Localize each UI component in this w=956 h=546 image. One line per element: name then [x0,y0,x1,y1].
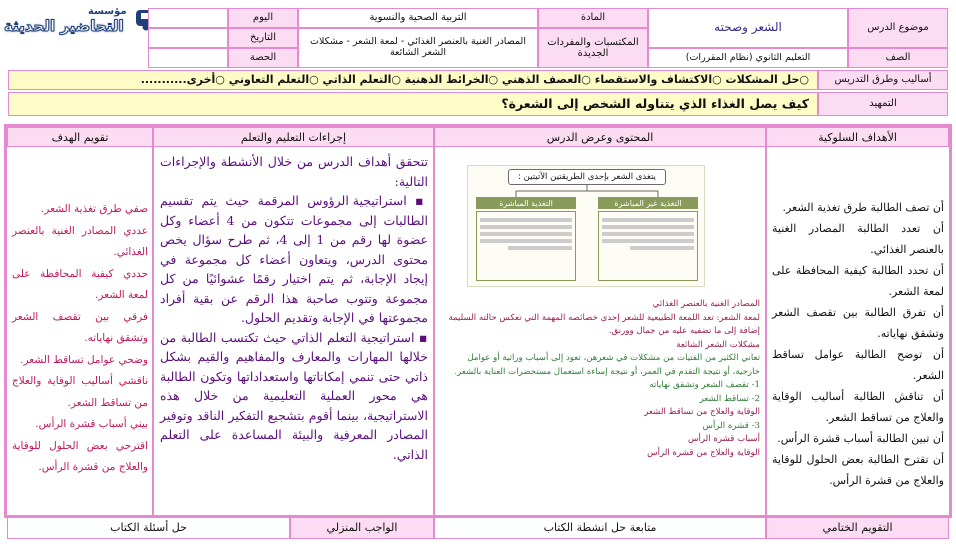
homework-value: حل أسئلة الكتاب [7,517,290,539]
bullet-icon: ▪ [406,193,428,208]
content-line: المصادر الغنية بالعنصر الغذائي [652,299,760,309]
topic-value: الشعر وصحته [648,8,848,48]
class-label: الصف [848,48,948,68]
methods-value: ○حل المشكلات ○الاكتشاف والاستقصاء ○العصف الذهني ○الخرائط الذهنية ○التعلم الذاتي ○التعلم التعاوني ○أخرى........... [8,70,818,90]
col-objectives: الأهداف السلوكية [766,127,949,147]
col-content: المحتوى وعرض الدرس [434,127,766,147]
evaluation-item: عددي المصادر الغنية بالعنصر الغذائي. [12,224,148,258]
evaluation-list [12,199,148,479]
content-line: 2- تساقط الشعر [699,393,760,404]
diagram-left: التغذية المباشرة [476,197,576,209]
evaluation-item: وضحي عوامل تساقط الشعر. [20,353,148,366]
acq-label: المكتسبات والمفردات الجديدة [538,28,648,68]
content-line: خارجية، أو نتيجة التقدم في العمر، أو نتيجة إساءة استعمال مستحضرات العناية بالشعر. [454,366,760,377]
procedure-step: ▪ استراتيجية التعلم الذاتي حيث تكتسب الطالبة من خلالها المهارات والمعارف والمفاهيم والقيم بشكل ذاتي حتى تنمي إمكاناتها واستعداداتها وتكون الطالبة هي محور العملية التعليمية من خلال هذه الاستراتيجية، بينما أقوم بتشجيع التفكير الناقد وتوفير المصادر المعرفية والبيئة المساعدة على التعلم الذاتي. [160,329,428,462]
diagram-box-left [476,211,576,281]
content-line: تعاني الكثير من الفتيات من مشكلات في شعرهن، تعود إلى أسباب وراثية أو عوامل [467,353,760,363]
day-value [148,8,228,28]
col-procedures: إجراءات التعليم والتعلم [153,127,434,147]
procedure-step: ▪ استراتيجية الرؤوس المرقمة حيث يتم تقسيم الطالبات إلى مجموعات تتكون من 4 أعضاء وكل عضوة لها رقم من 1 إلى 4، ثم طرح سؤال يخص محتوى الدرس، ويتعاون أعضاء كل مجموعة في إيجاد الإجابة، ثم يتم اختيار رقمًا عشوائيًا من كل مجموعة وتتوب صاحبة هذا الرقم عن بقية أفراد مجموعتها في الإجابة وتقديم الحلول. [160,193,428,325]
evaluation-item: فرقي بين تقصف الشعر وتشقق نهاياته. [12,310,148,344]
diagram-connector [468,184,706,198]
procedures-intro: تتحقق أهداف الدرس من خلال الأنشطة والإجراءات التالية: [160,154,428,189]
final-eval-label: التقويم الختامي [766,517,949,539]
intro-label: التمهيد [818,92,948,116]
objective-item: أن تعدد الطالبة المصادر الغنية بالعنصر الغذائي. [772,222,944,256]
objective-item: أن تحدد الطالبة كيفية المحافظة على لمعة الشعر. [772,264,944,298]
evaluation-item: ناقشي أساليب الوقاية والعلاج من تساقط الشعر. [12,375,148,409]
objective-item: أن تبين الطالبة أسباب قشرة الرأس. [777,432,944,445]
objective-item: أن تصف الطالبة طرق تغذية الشعر. [782,201,944,214]
objective-item: أن توضح الطالبة عوامل تساقط الشعر. [772,348,944,382]
evaluation-item: بيني أسباب قشرة الرأس. [35,418,148,430]
period-value [148,48,228,68]
content-lines [440,298,760,460]
objective-item: أن تفرق الطالبة بين تقصف الشعر وتشقق نهاياته. [772,306,944,340]
content-line: لمعة الشعر: تعد اللمعة الطبيعية للشعر إحدى خصائصه المهمة التي تعكس حالته السليمة [448,312,760,323]
objective-item: أن تقترح الطالبة بعض الحلول للوقاية والعلاج من قشرة الرأس. [772,453,944,487]
bullet-icon: ▪ [414,329,428,345]
evaluation-item: اقترحي بعض الحلول للوقاية والعلاج من قشرة الرأس. [12,439,148,473]
content-line: مشكلات الشعر الشائعة [676,339,760,350]
subject-label: المادة [538,8,648,28]
diagram-right: التغذية غير المباشرة [598,197,698,209]
content-diagram [467,165,705,287]
content-line: 1- تقصف الشعر وتشقق نهاياته [649,380,760,390]
objective-item: أن تناقش الطالبة أساليب الوقاية والعلاج من تساقط الشعر. [772,390,944,424]
content-line: 3- قشرة الرأس [702,420,760,431]
date-label: التاريخ [228,28,298,48]
objectives-list [772,197,944,491]
acq-value: المصادر الغنية بالعنصر الغذائي - لمعة الشعر - مشكلات الشعر الشائعة [298,28,538,68]
col-evaluation: تقويم الهدف [7,127,153,147]
evaluation-item: حددي كيفية المحافظة على لمعة الشعر. [12,267,148,301]
content-line: الوقاية والعلاج من تساقط الشعر [644,407,760,417]
final-eval-value: متابعة حل انشطة الكتاب [434,517,766,539]
procedures [160,152,428,464]
diagram-title: يتغذى الشعر بإحدى الطريقتين الآتيتين : [508,169,666,185]
topic-label: موضوع الدرس [848,8,948,48]
logo-bottom: التحاضير الحديثة [4,17,124,35]
subject-value: التربية الصحية والنسوية [298,8,538,28]
methods-label: أساليب وطرق التدريس [818,70,948,90]
day-label: اليوم [228,8,298,28]
diagram-box-right [598,211,698,281]
intro-value: كيف يصل الغذاء الذي يتناوله الشخص إلى الشعرة؟ [8,92,818,116]
date-value [148,28,228,48]
evaluation-item: صفي طرق تغذية الشعر. [40,203,148,215]
class-value: التعليم الثانوي (نظام المقررات) [648,48,848,68]
content-line: إضافة إلى ما تضفيه عليه من جمال وورنق. [608,326,760,336]
content-line: الوقاية والعلاج من قشرة الرأس [647,447,760,458]
logo-top: مؤسسة [88,6,127,17]
homework-label: الواجب المنزلي [290,517,434,539]
content-line: أسباب قشرة الرأس [688,434,760,444]
period-label: الحصة [228,48,298,68]
